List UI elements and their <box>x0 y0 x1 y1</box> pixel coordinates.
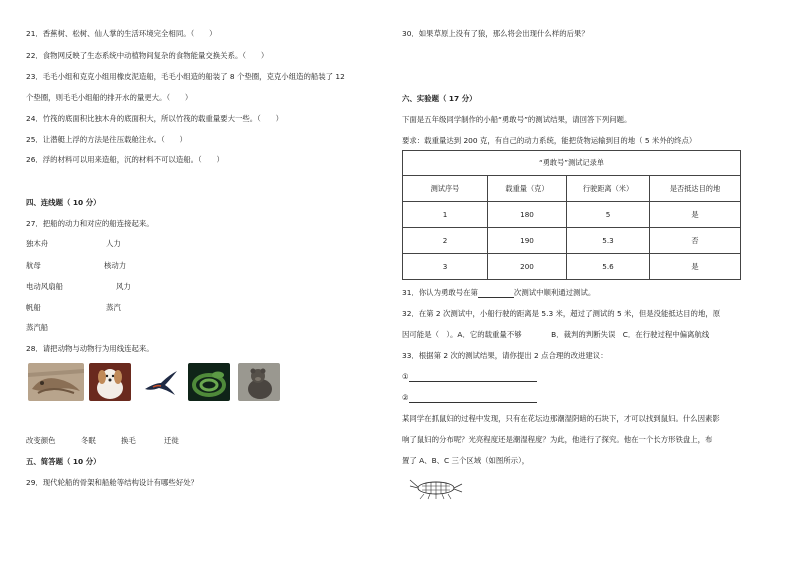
table-header: 测试序号 <box>403 176 488 202</box>
match-ship: 航母 <box>26 261 41 270</box>
question-33: 33．根据第 2 次的测试结果，请你提出 2 点合理的改进建议： <box>402 351 608 360</box>
question-31-part1: 31．你认为勇敢号在第 <box>402 288 478 297</box>
question-28: 28．请把动物与动物行为用线连起来。 <box>26 344 154 353</box>
table-header: 载重量（克） <box>488 176 567 202</box>
table-cell: 5 <box>567 202 650 228</box>
match-power: 人力 <box>106 239 121 248</box>
swallow-image <box>139 363 181 401</box>
passage-line2: 响了鼠妇的分布呢？光亮程度还是潮湿程度？为此，他进行了探究。他在一个长方形铁盘上，布 <box>402 435 713 444</box>
table-cell: 1 <box>403 202 488 228</box>
answer-line[interactable] <box>409 394 537 403</box>
table-cell: 5.3 <box>567 228 650 254</box>
woodlouse-drawing <box>408 474 466 502</box>
table-caption: “勇敢号”测试记录单 <box>403 151 741 176</box>
chameleon-image <box>28 363 84 401</box>
table-cell: 否 <box>650 228 741 254</box>
question-23-line1: 23．毛毛小组和克克小组用橡皮泥造船，毛毛小组造的船装了 8 个垫圈，克克小组造的船装了 12 <box>26 72 345 81</box>
experiment-intro: 下面是五年级同学制作的小船“勇敢号”的测试结果，请回答下列问题。 <box>402 115 632 124</box>
question-30: 30．如果草原上没有了狼，那么将会出现什么样的后果？ <box>402 29 589 38</box>
question-21: 21．香蕉树、松树、仙人掌的生活环境完全相同。（ ） <box>26 29 217 38</box>
table-row <box>403 228 741 254</box>
match-power: 蒸汽 <box>106 303 121 312</box>
behavior-label: 改变颜色 <box>26 436 56 445</box>
question-31-part2: 次测试中顺利通过测试。 <box>513 288 596 297</box>
table-cell: 5.6 <box>567 254 650 280</box>
match-ship: 帆船 <box>26 303 41 312</box>
table-header-row <box>403 176 741 202</box>
match-power: 风力 <box>116 282 131 291</box>
table-cell: 3 <box>403 254 488 280</box>
suggestion-1 <box>402 372 537 382</box>
passage-line3: 置了 A、B、C 三个区域（如图所示）， <box>402 456 530 465</box>
table-cell: 200 <box>488 254 567 280</box>
section-6-heading: 六、实验题（ 17 分） <box>402 94 477 103</box>
bear-image <box>238 363 280 401</box>
question-23-line2: 个垫圈，则毛毛小组船的排开水的量更大。（ ） <box>26 93 193 102</box>
behavior-label: 迁徙 <box>164 436 179 445</box>
match-ship: 电动风扇船 <box>26 282 63 291</box>
test-record-table <box>402 150 741 280</box>
table-row <box>403 202 741 228</box>
mark-1: ① <box>402 372 409 381</box>
match-ship: 蒸汽船 <box>26 323 49 332</box>
question-31 <box>402 288 595 298</box>
section-5-heading: 五、简答题（ 10 分） <box>26 457 101 466</box>
match-ship: 独木舟 <box>26 239 49 248</box>
question-29: 29．现代轮船的骨架和船舱等结构设计有哪些好处？ <box>26 478 199 487</box>
table-header: 是否抵达目的地 <box>650 176 741 202</box>
answer-blank[interactable] <box>478 289 514 298</box>
mark-2: ② <box>402 393 409 402</box>
question-25: 25．让潜艇上浮的方法是往压载舱注水。（ ） <box>26 135 187 144</box>
experiment-requirement: 要求：载重量达到 200 克，有自己的动力系统，能把货物运输到目的地（ 5 米外的终点） <box>402 136 697 145</box>
snake-image <box>188 363 230 401</box>
match-power: 核动力 <box>104 261 127 270</box>
answer-line[interactable] <box>409 373 537 382</box>
section-4-heading: 四、连线题（ 10 分） <box>26 198 101 207</box>
table-cell: 是 <box>650 254 741 280</box>
dog-image <box>89 363 131 401</box>
behavior-label: 冬眠 <box>81 436 96 445</box>
question-24: 24．竹筏的底面积比独木舟的底面积大，所以竹筏的载重量要大一些。（ ） <box>26 114 283 123</box>
table-row <box>403 254 741 280</box>
question-32-line1: 32．在第 2 次测试中，小船行驶的距离是 5.3 米，超过了测试的 5 米，但是没能抵达目的地，原 <box>402 309 721 318</box>
table-cell: 180 <box>488 202 567 228</box>
question-32-line2: 因可能是（ ）。A．它的载重量不够 B．裁判的判断失误 C．在行驶过程中偏离航线 <box>402 330 710 339</box>
question-22: 22．食物网反映了生态系统中动植物间复杂的食物能量交换关系。（ ） <box>26 51 269 60</box>
table-cell: 2 <box>403 228 488 254</box>
question-26: 26．浮的材料可以用来造船，沉的材料不可以造船。（ ） <box>26 155 224 164</box>
passage-line1: 某同学在抓鼠妇的过程中发现，只有在花坛边那潮湿阴暗的石块下，才可以找到鼠妇。什么因素影 <box>402 414 720 423</box>
table-cell: 190 <box>488 228 567 254</box>
question-27: 27．把船的动力和对应的船连接起来。 <box>26 219 154 228</box>
behavior-label: 换毛 <box>121 436 136 445</box>
suggestion-2 <box>402 393 537 403</box>
table-cell: 是 <box>650 202 741 228</box>
table-header: 行驶距离（米） <box>567 176 650 202</box>
